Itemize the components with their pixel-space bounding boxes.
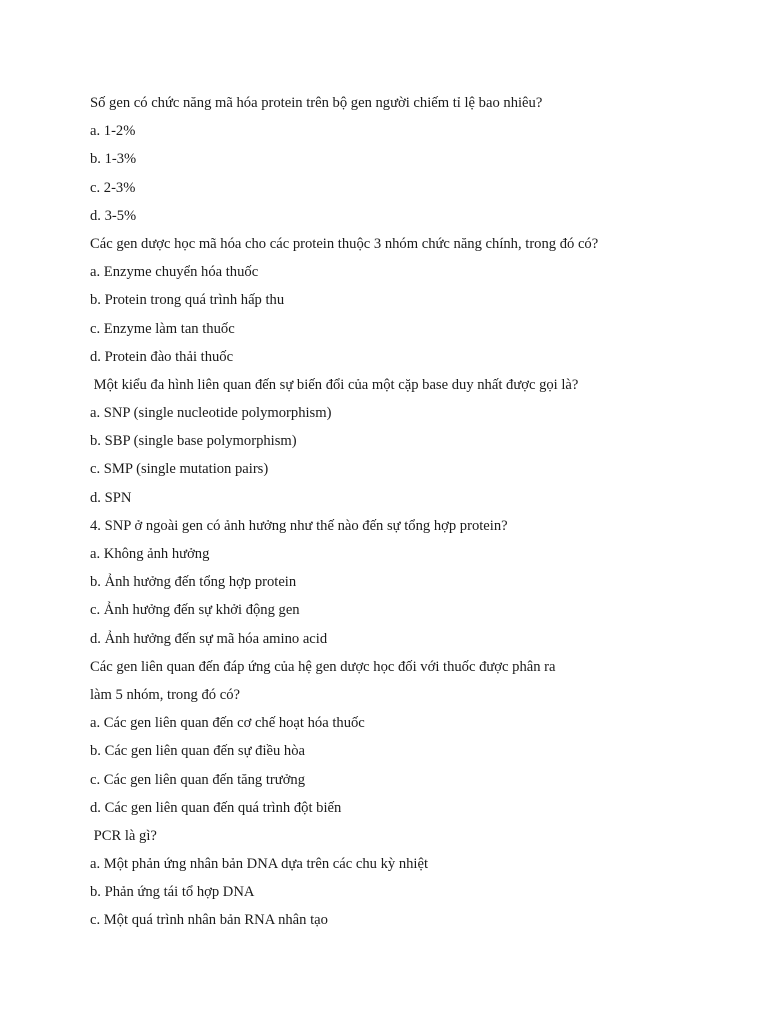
text-line: Số gen có chức năng mã hóa protein trên bộ gen người chiếm tỉ lệ bao nhiêu? xyxy=(90,95,543,111)
text-line: c. Ảnh hưởng đến sự khởi động gen xyxy=(90,602,300,619)
text-line: a. Enzyme chuyển hóa thuốc xyxy=(90,264,259,281)
text-line: c. 2-3% xyxy=(90,179,136,196)
text-line: d. SPN xyxy=(90,489,132,506)
text-line: làm 5 nhóm, trong đó có? xyxy=(90,686,240,703)
text-line: b. Phản ứng tái tổ hợp DNA xyxy=(90,884,255,901)
text-line: d. Ảnh hưởng đến sự mã hóa amino acid xyxy=(90,630,328,647)
text-line: d. Protein đào thải thuốc xyxy=(90,348,234,365)
text-line: a. Không ảnh hưởng xyxy=(90,546,210,562)
text-line: 4. SNP ở ngoài gen có ảnh hưởng như thế nào đến sự tổng hợp protein? xyxy=(90,517,508,534)
text-line: a. SNP (single nucleotide polymorphism) xyxy=(90,405,332,422)
text-line: c. Các gen liên quan đến tăng trưởng xyxy=(90,771,306,788)
text-line: Một kiểu đa hình liên quan đến sự biến đổi của một cặp base duy nhất được gọi là? xyxy=(90,376,579,393)
text-line: b. Protein trong quá trình hấp thu xyxy=(90,292,285,309)
text-line: a. Một phản ứng nhân bản DNA dựa trên các chu kỳ nhiệt xyxy=(90,856,429,873)
text-line: d. Các gen liên quan đến quá trình đột biến xyxy=(90,799,342,816)
text-line: a. 1-2% xyxy=(90,123,136,140)
text-line: Các gen liên quan đến đáp ứng của hệ gen dược học đối với thuốc được phân ra xyxy=(90,658,556,675)
text-line: c. Enzyme làm tan thuốc xyxy=(90,320,235,337)
text-line: PCR là gì? xyxy=(90,827,157,844)
text-line: c. SMP (single mutation pairs) xyxy=(90,461,269,478)
text-line: d. 3-5% xyxy=(90,207,137,224)
text-line: b. 1-3% xyxy=(90,151,137,168)
text-line: b. Các gen liên quan đến sự điều hòa xyxy=(90,743,306,760)
text-line: Các gen dược học mã hóa cho các protein thuộc 3 nhóm chức năng chính, trong đó có? xyxy=(90,235,599,252)
document-body xyxy=(90,89,730,935)
text-line: b. SBP (single base polymorphism) xyxy=(90,433,297,450)
text-line: c. Một quá trình nhân bản RNA nhân tạo xyxy=(90,912,328,929)
text-line: b. Ảnh hưởng đến tổng hợp protein xyxy=(90,574,297,591)
text-line: a. Các gen liên quan đến cơ chế hoạt hóa thuốc xyxy=(90,715,365,732)
